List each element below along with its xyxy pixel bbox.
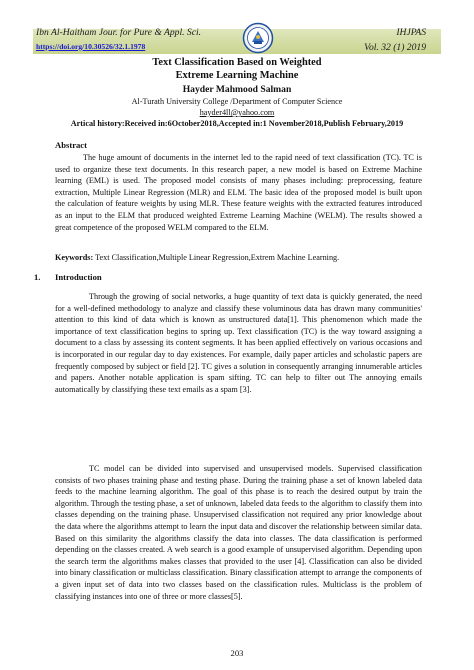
section-number: 1. [34, 272, 41, 282]
author-email[interactable]: hayder4ll@yahoo.com [199, 108, 275, 117]
keywords-text: Text Classification,Multiple Linear Regression,Extrem Machine Learning. [93, 253, 340, 262]
abstract-text: The huge amount of documents in the internet led to the rapid need of text classification (TC). TC is used to organize these text documents. In this research paper, a new model is based on Extreme Machine learning (EML) is used. The proposed model consists of many phases including: preprocessing, feature extraction, Multiple Linear Regression (MLR) and ELM. The basic idea of the proposed model is built upon the calculation of feature weights by using MLR. These feature weights with the extracted features introduced as an input to the ELM that produced weighted Extreme Learning Machine (WELM). The results showed a great competence of the proposed WELM compared to the ELM. [55, 153, 422, 232]
section-heading-introduction [34, 272, 102, 282]
journal-logo-icon [242, 22, 274, 54]
paragraph-text: Through the growing of social networks, a huge quantity of text data is quickly generated, the need for a well-defined methodology to analyze and classify these voluminous data has drawn many communities' attention to this kind of data which is known as unstructured data[1]. This phenomenon which made the importance of text classification begins to spring up. Text classification (TC) is the way toward assigning a document to a class by assessing its content segments. It has been applied effectively on various occasions and is incorporated in our regular day to day existences. For example, daily paper articles and scholastic papers are frequently composed by subject or field [2]. TC gives a solution in consequently arranging innumerable articles and papers. Another notable application is spam sifting. TC can help to filter out The annoying emails automatically by classifying these text emails as a spam [3]. [55, 292, 422, 394]
journal-name: Ibn Al-Haitham Jour. for Pure & Appl. Sci. [36, 27, 202, 38]
page-number: 203 [230, 648, 244, 658]
paragraph-text: TC model can be divided into supervised and unsupervised models. Supervised classification consists of two phases training phase and testing phase. During the training phase a set of known labeled data feeds to the machine learning algorithm. The goal of this phase is to reach the desired output by train the algorithm. Through the testing phase, a set of unknown, labeled data feeds to the algorithm to classify them into classes depending on the training phase. Unsupervised classification not required any prior knowledge about the data where the algorithms attempt to learn the input data and discover the relationship between similar data. Based on this similarity the algorithms classify the data into classes. The data classification is performed depending on the classes created. A web search is a good example of unsupervised algorithm. Depending upon the search term the algorithms makes classes that provided to the user [4]. Classification can also be divided into binary classification or multiclass classification. Binary classification attempt to arrange the components of a given input set of data into two classes based on the classification rules. Multiclass is the problem of classifying instances into one of three or more classes[5]. [55, 464, 422, 601]
article-history: Artical history:Received in:6October2018,Accepted in:1 November2018,Publish February,2019 [70, 119, 404, 128]
journal-volume: Vol. 32 (1) 2019 [364, 42, 426, 53]
journal-abbreviation: IHJPAS [396, 27, 426, 38]
paper-title-line-1: Text Classification Based on Weighted [152, 57, 322, 68]
keywords-line [55, 253, 425, 262]
abstract-body [55, 152, 422, 233]
author-affiliation: Al-Turath University College /Department of Computer Science [131, 97, 343, 106]
author-name: Hayder Mahmood Salman [182, 84, 292, 95]
introduction-paragraph-2 [55, 463, 422, 602]
abstract-heading: Abstract [55, 140, 87, 150]
introduction-paragraph-1 [55, 291, 422, 395]
keywords-label: Keywords: [55, 253, 94, 262]
doi-link[interactable]: https://doi.org/10.30526/32.1.1978 [36, 42, 146, 51]
paper-title-line-2: Extreme Learning Machine [175, 70, 299, 81]
section-title: Introduction [55, 272, 102, 282]
